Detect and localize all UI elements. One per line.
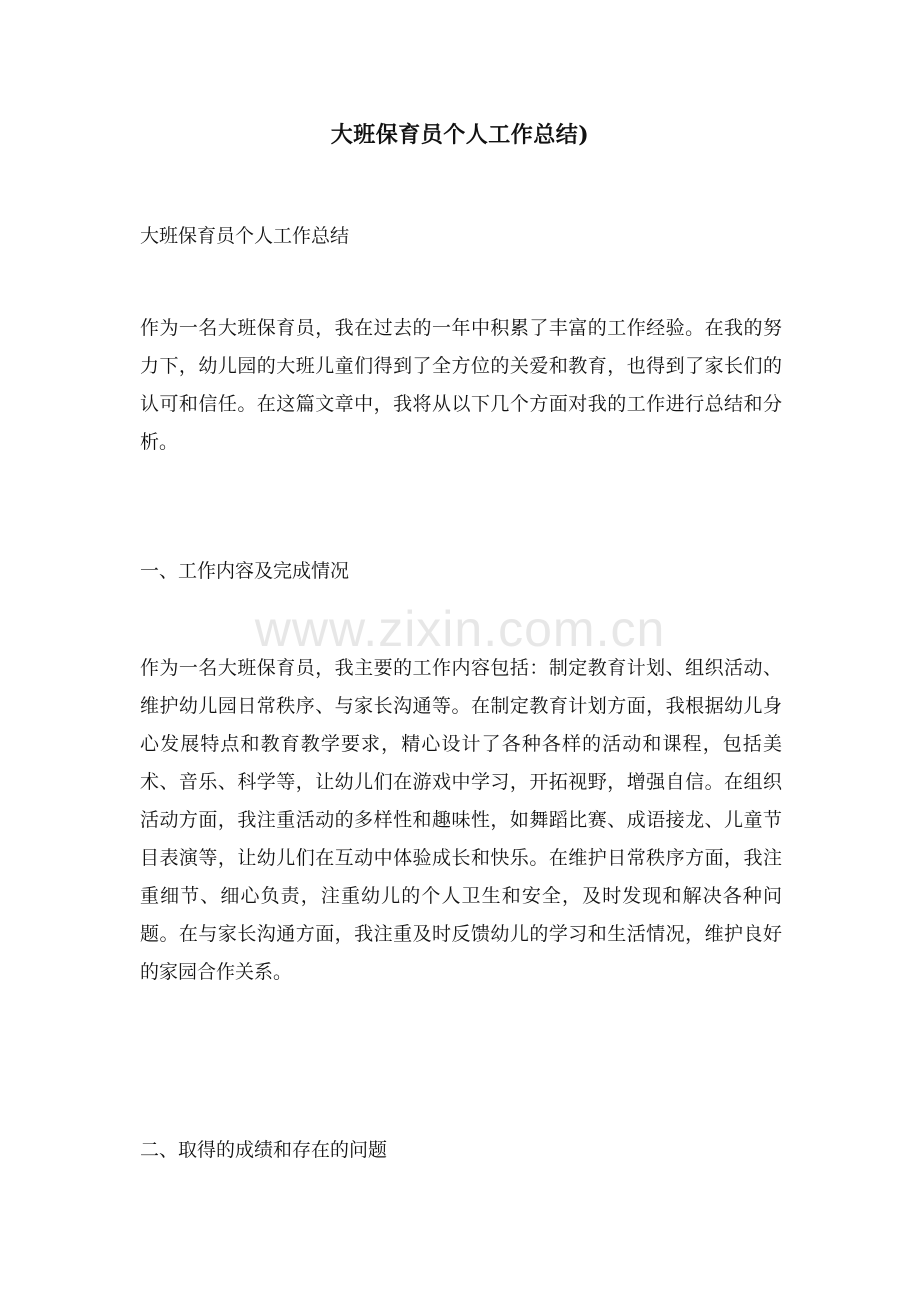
section-1-heading: 一、工作内容及完成情况 — [140, 560, 350, 582]
intro-paragraph: 作为一名大班保育员，我在过去的一年中积累了丰富的工作经验。在我的努力下，幼儿园的大班儿童们得到了全方位的关爱和教育，也得到了家长们的认可和信任。在这篇文章中，我将从以下几个方面对我的工作进行总结和分析。 — [140, 317, 782, 453]
document-subtitle: 大班保育员个人工作总结 — [140, 225, 350, 247]
section-1-body: 作为一名大班保育员，我主要的工作内容包括：制定教育计划、组织活动、维护幼儿园日常秩序、与家长沟通等。在制定教育计划方面，我根据幼儿身心发展特点和教育教学要求，精心设计了各种各样的活动和课程，包括美术、音乐、科学等，让幼儿们在游戏中学习，开拓视野，增强自信。在组织活动方面，我注重活动的多样性和趣味性，如舞蹈比赛、成语接龙、儿童节目表演等，让幼儿们在互动中体验成长和快乐。在维护日常秩序方面，我注重细节、细心负责，注重幼儿的个人卫生和安全，及时发现和解决各种问题。在与家长沟通方面，我注重及时反馈幼儿的学习和生活情况，维护良好的家园合作关系。 — [140, 657, 782, 983]
document-title: 大班保育员个人工作总结) — [330, 122, 590, 148]
watermark: www.zixin.com.cn — [254, 601, 666, 657]
section-2-heading: 二、取得的成绩和存在的问题 — [140, 1139, 388, 1161]
